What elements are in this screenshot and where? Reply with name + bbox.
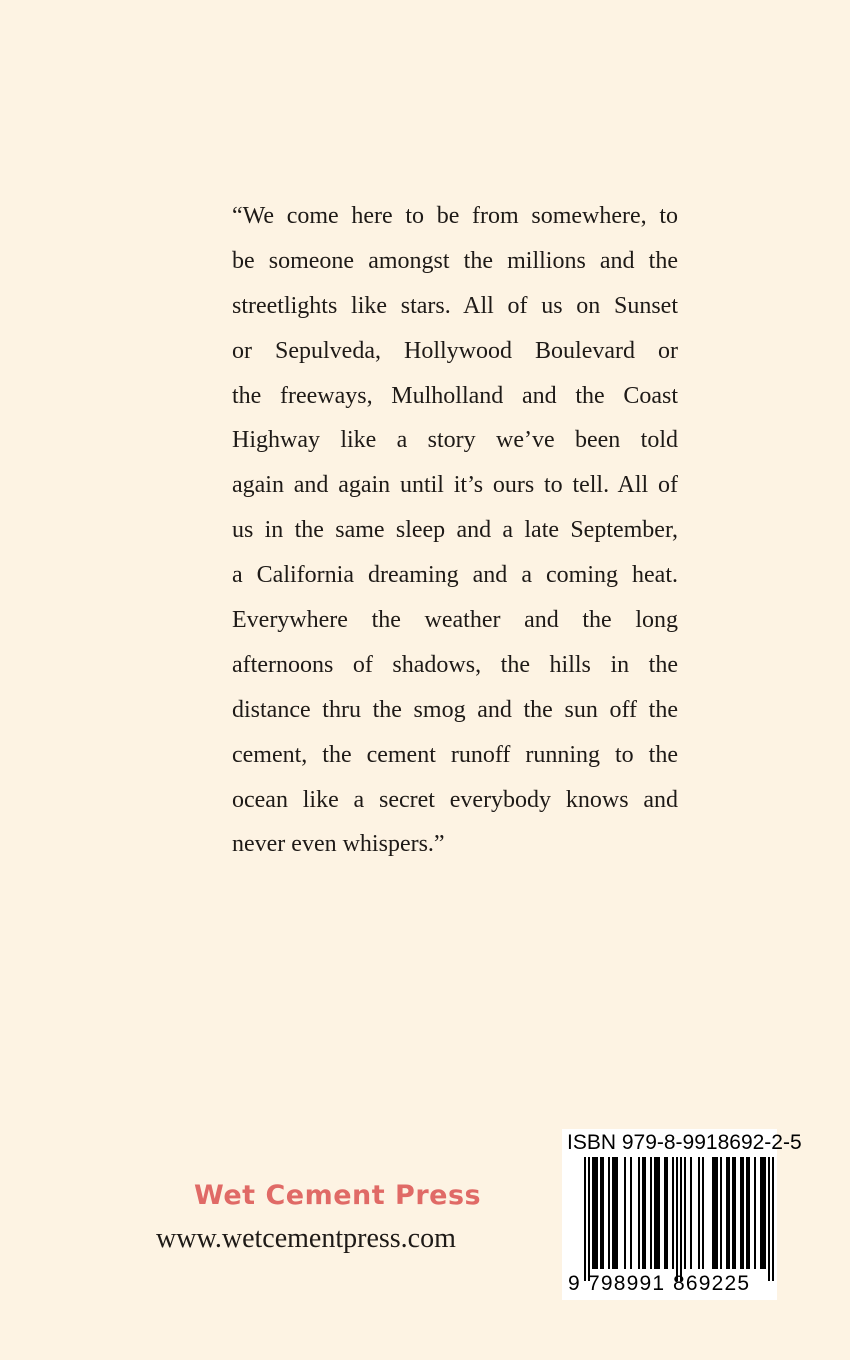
barcode-bar bbox=[760, 1157, 766, 1269]
barcode-digits-right: 869225 bbox=[673, 1272, 751, 1295]
barcode-guard-bar bbox=[680, 1157, 682, 1281]
barcode-bar bbox=[624, 1157, 626, 1269]
barcode-bar bbox=[600, 1157, 604, 1269]
quote-line: distance thru the smog and the sun off the bbox=[232, 696, 678, 723]
barcode-bar bbox=[638, 1157, 640, 1269]
barcode-bar bbox=[608, 1157, 610, 1269]
quote-line: or Sepulveda, Hollywood Boulevard or bbox=[232, 337, 678, 364]
quote-line: ocean like a secret everybody knows and bbox=[232, 786, 678, 813]
quote-line: a California dreaming and a coming heat. bbox=[232, 562, 678, 589]
quote-line: Highway like a story we’ve been told bbox=[232, 427, 678, 454]
barcode-digit-first: 9 bbox=[568, 1272, 580, 1295]
quote-line: Everywhere the weather and the long bbox=[232, 607, 678, 634]
quote-line: “We come here to be from somewhere, to bbox=[232, 203, 678, 229]
barcode-digits-left: 798991 bbox=[588, 1272, 666, 1295]
barcode-bar bbox=[702, 1157, 704, 1269]
barcode-guard-bar bbox=[676, 1157, 678, 1281]
quote-line: never even whispers.” bbox=[232, 831, 445, 858]
barcode-bar bbox=[642, 1157, 646, 1269]
barcode-bar bbox=[712, 1157, 718, 1269]
isbn-barcode bbox=[562, 1129, 802, 1300]
barcode-bar bbox=[690, 1157, 692, 1269]
barcode-guard-bar bbox=[772, 1157, 774, 1281]
back-cover-quote bbox=[232, 194, 678, 867]
barcode-bar bbox=[672, 1157, 674, 1269]
isbn-label: ISBN 979-8-9918692-2-5 bbox=[567, 1131, 802, 1154]
quote-line: us in the same sleep and a late September, bbox=[232, 517, 678, 544]
barcode-bar bbox=[630, 1157, 632, 1269]
publisher-logo-text: Wet Cement Press bbox=[194, 1180, 482, 1211]
barcode-guard-bar bbox=[588, 1157, 590, 1281]
barcode-guard-bar bbox=[584, 1157, 586, 1281]
quote-line: afternoons of shadows, the hills in the bbox=[232, 651, 678, 678]
barcode-bar bbox=[664, 1157, 668, 1269]
barcode-bar bbox=[732, 1157, 736, 1269]
barcode-bar bbox=[754, 1157, 756, 1269]
publisher-website: www.wetcementpress.com bbox=[156, 1223, 456, 1254]
barcode-bars bbox=[562, 1129, 777, 1300]
quote-line: the freeways, Mulholland and the Coast bbox=[232, 382, 678, 409]
barcode-bar bbox=[650, 1157, 652, 1269]
barcode-bar bbox=[726, 1157, 730, 1269]
barcode-bar bbox=[746, 1157, 750, 1269]
barcode-bar bbox=[592, 1157, 598, 1269]
barcode-guard-bar bbox=[768, 1157, 770, 1281]
barcode-bar bbox=[698, 1157, 700, 1269]
barcode-bar bbox=[684, 1157, 686, 1269]
barcode-bar bbox=[740, 1157, 744, 1269]
barcode-bar bbox=[654, 1157, 660, 1269]
quote-line: be someone amongst the millions and the bbox=[232, 247, 678, 274]
quote-line: again and again until it’s ours to tell. All of bbox=[232, 472, 678, 499]
quote-line: streetlights like stars. All of us on Sunset bbox=[232, 292, 678, 319]
barcode-bar bbox=[612, 1157, 618, 1269]
quote-line: cement, the cement runoff running to the bbox=[232, 741, 678, 768]
barcode-bar bbox=[720, 1157, 722, 1269]
